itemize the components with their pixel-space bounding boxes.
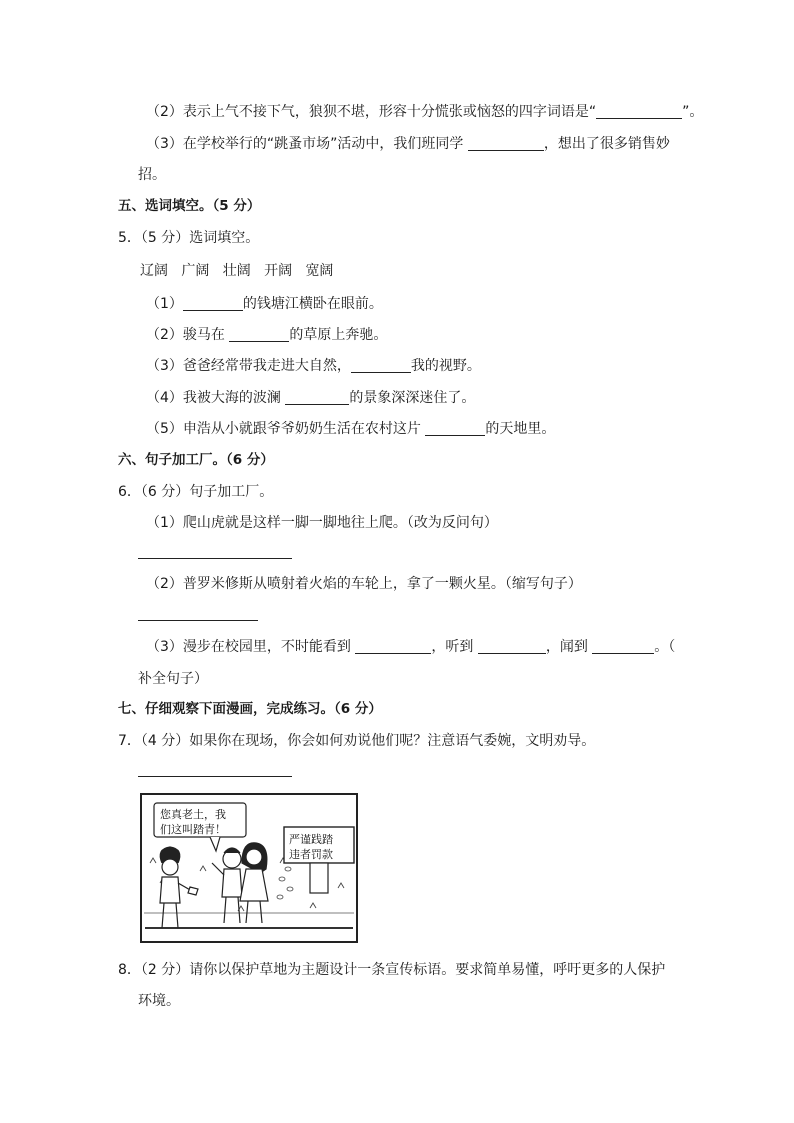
q4-item3-end: ，想出了很多销售妙	[543, 136, 670, 152]
q5-item2	[146, 326, 387, 344]
word-4: 开阔	[264, 263, 293, 279]
word-1: 辽阔	[140, 263, 168, 279]
bubble-line-2: 们这叫踏青！	[160, 823, 226, 836]
q5-item1-blank[interactable]	[183, 296, 243, 311]
q8-text: 8．（2 分）请你以保护草地为主题设计一条宣传标语。要求简单易懂，呼吁更多的人保护	[118, 962, 666, 978]
sec7-heading: 七、仔细观察下面漫画，完成练习。（6 分）	[118, 701, 382, 717]
q6-item3-blank1[interactable]	[355, 639, 431, 654]
q5-item2-post: 的草原上奔驰。	[289, 327, 388, 343]
sec5-heading: 五、选词填空。（5 分）	[118, 198, 261, 214]
q7-text: 7．（4 分）如果你在现场，你会如何劝说他们呢？注意语气委婉，文明劝导。	[118, 733, 596, 749]
q5-item3-post: 我的视野。	[410, 358, 481, 374]
word-3: 壮阔	[222, 263, 251, 279]
q4-item2-end: ”。	[682, 104, 704, 120]
q6-item3-a: （3）漫步在校园里，不时能看到	[146, 639, 351, 655]
q7-answer-line[interactable]	[138, 776, 292, 777]
q5-item3-blank[interactable]	[351, 358, 411, 373]
q8-text-cont: 环境。	[138, 993, 180, 1009]
q6-item3-blank3[interactable]	[592, 639, 654, 654]
q5-item2-pre: （2）骏马在	[146, 327, 225, 343]
q6-item3-cont: 补全句子）	[138, 671, 208, 687]
q5-item1-pre: （1）	[146, 296, 183, 312]
q4-item3	[146, 135, 670, 153]
word-5: 宽阔	[305, 263, 334, 279]
q5-item3	[146, 357, 481, 375]
q5-stem: 5．（5 分）选词填空。	[118, 230, 260, 246]
q5-item1	[146, 295, 383, 313]
q5-item3-pre: （3）爸爸经常带我走进大自然，	[146, 358, 351, 374]
q5-item5	[146, 420, 555, 438]
word-2: 广阔	[181, 263, 210, 279]
q6-item1: （1）爬山虎就是这样一脚一脚地往上爬。（改为反问句）	[146, 515, 498, 531]
q5-item2-blank[interactable]	[229, 327, 289, 342]
q5-item5-blank[interactable]	[425, 421, 485, 436]
q6-item3	[146, 638, 675, 656]
q4-item2-blank[interactable]	[596, 104, 682, 119]
word-bank	[140, 262, 333, 280]
q5-item4-blank[interactable]	[285, 390, 349, 405]
q5-item5-pre: （5）申浩从小就跟爷爷奶奶生活在农村这片	[146, 421, 421, 437]
sec6-heading: 六、句子加工厂。（6 分）	[118, 452, 274, 468]
q6-item2-answer-line[interactable]	[138, 620, 258, 621]
q6-stem: 6．（6 分）句子加工厂。	[118, 484, 274, 500]
sign-line-1: 严谨践踏	[289, 833, 333, 846]
q6-item3-d: 。（	[654, 639, 676, 655]
q4-item2-text: （2）表示上气不接下气，狼狈不堪，形容十分慌张或恼怒的四字词语是“	[146, 104, 597, 120]
q4-item3-cont: 招。	[138, 167, 166, 183]
q4-item3-text: （3）在学校举行的“跳蚤市场”活动中，我们班同学	[146, 136, 464, 152]
cartoon-illustration	[140, 793, 358, 943]
q5-item4-pre: （4）我被大海的波澜	[146, 390, 281, 406]
q6-item3-blank2[interactable]	[478, 639, 546, 654]
q5-item4-post: 的景象深深迷住了。	[349, 390, 476, 406]
q6-item2: （2）普罗米修斯从喷射着火焰的车轮上，拿了一颗火星。（缩写句子）	[146, 576, 582, 592]
sign-line-2: 违者罚款	[289, 848, 333, 861]
q4-item3-blank[interactable]	[468, 136, 544, 151]
q6-item1-answer-line[interactable]	[138, 558, 292, 559]
q5-item4	[146, 389, 475, 407]
q6-item3-c: ，闻到	[545, 639, 588, 655]
sign-post	[310, 863, 328, 893]
bubble-line-1: 您真老土，我	[160, 808, 226, 821]
q5-item1-post: 的钱塘江横卧在眼前。	[242, 296, 383, 312]
q4-item2	[146, 103, 703, 121]
q6-item3-b: ，听到	[431, 639, 474, 655]
q5-item5-post: 的天地里。	[485, 421, 556, 437]
